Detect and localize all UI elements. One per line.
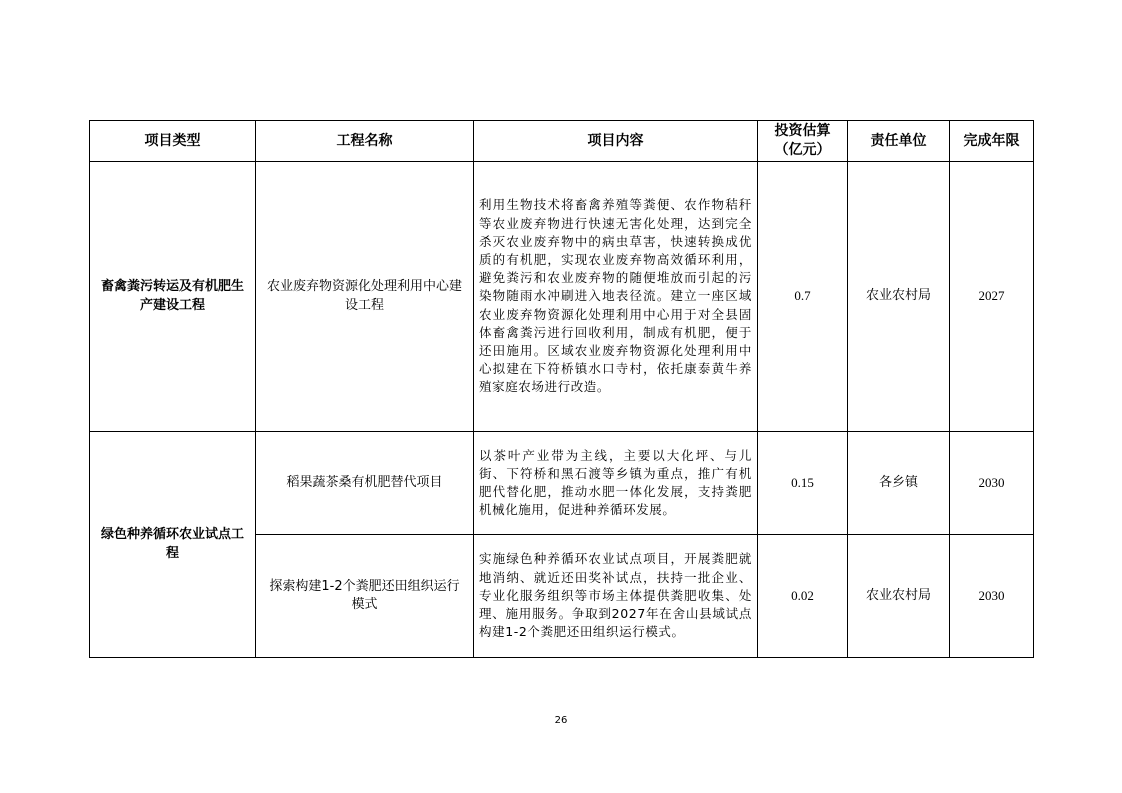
engineering-name-cell: 稻果蔬茶桑有机肥替代项目 <box>256 432 474 535</box>
header-investment-line1: 投资估算 <box>774 123 831 139</box>
unit-cell: 农业农村局 <box>848 535 950 658</box>
header-year: 完成年限 <box>950 121 1034 162</box>
year-cell: 2030 <box>950 432 1034 535</box>
category-cell: 绿色种养循环农业试点工程 <box>90 432 256 658</box>
header-investment-line2: （亿元） <box>774 142 831 158</box>
project-table <box>89 120 1034 658</box>
unit-cell: 各乡镇 <box>848 432 950 535</box>
year-cell: 2030 <box>950 535 1034 658</box>
engineering-name-cell: 探索构建1-2个粪肥还田组织运行模式 <box>256 535 474 658</box>
header-investment <box>758 121 848 162</box>
category-cell: 畜禽粪污转运及有机肥生产建设工程 <box>90 162 256 432</box>
table-row <box>90 432 1034 535</box>
content-cell: 实施绿色种养循环农业试点项目，开展粪肥就地消纳、就近还田奖补试点，扶持一批企业、专业化服务组织等市场主体提供粪肥收集、处理、施用服务。争取到2027年在舍山县域试点构建1-2个粪肥还田组织运行模式。 <box>474 535 758 658</box>
page-number: 26 <box>554 715 568 726</box>
content-cell: 以茶叶产业带为主线，主要以大化坪、与儿街、下符桥和黑石渡等乡镇为重点，推广有机肥代替化肥，推动水肥一体化发展，支持粪肥机械化施用，促进种养循环发展。 <box>474 432 758 535</box>
content-cell: 利用生物技术将畜禽养殖等粪便、农作物秸秆等农业废弃物进行快速无害化处理，达到完全杀灭农业废弃物中的病虫草害，快速转换成优质的有机肥，实现农业废弃物高效循环利用，避免粪污和农业废弃物的随便堆放而引起的污染物随雨水冲刷进入地表径流。建立一座区域农业废弃物资源化处理利用中心用于对全县固体畜禽粪污进行回收利用，制成有机肥，便于还田施用。区域农业废弃物资源化处理利用中心拟建在下符桥镇水口寺村，依托康泰黄牛养殖家庭农场进行改造。 <box>474 162 758 432</box>
header-type: 项目类型 <box>90 121 256 162</box>
header-unit: 责任单位 <box>848 121 950 162</box>
investment-cell: 0.02 <box>758 535 848 658</box>
table-row <box>90 162 1034 432</box>
header-name: 工程名称 <box>256 121 474 162</box>
investment-cell: 0.15 <box>758 432 848 535</box>
table-header-row <box>90 121 1034 162</box>
engineering-name-cell: 农业废弃物资源化处理利用中心建设工程 <box>256 162 474 432</box>
header-content: 项目内容 <box>474 121 758 162</box>
investment-cell: 0.7 <box>758 162 848 432</box>
year-cell: 2027 <box>950 162 1034 432</box>
unit-cell: 农业农村局 <box>848 162 950 432</box>
